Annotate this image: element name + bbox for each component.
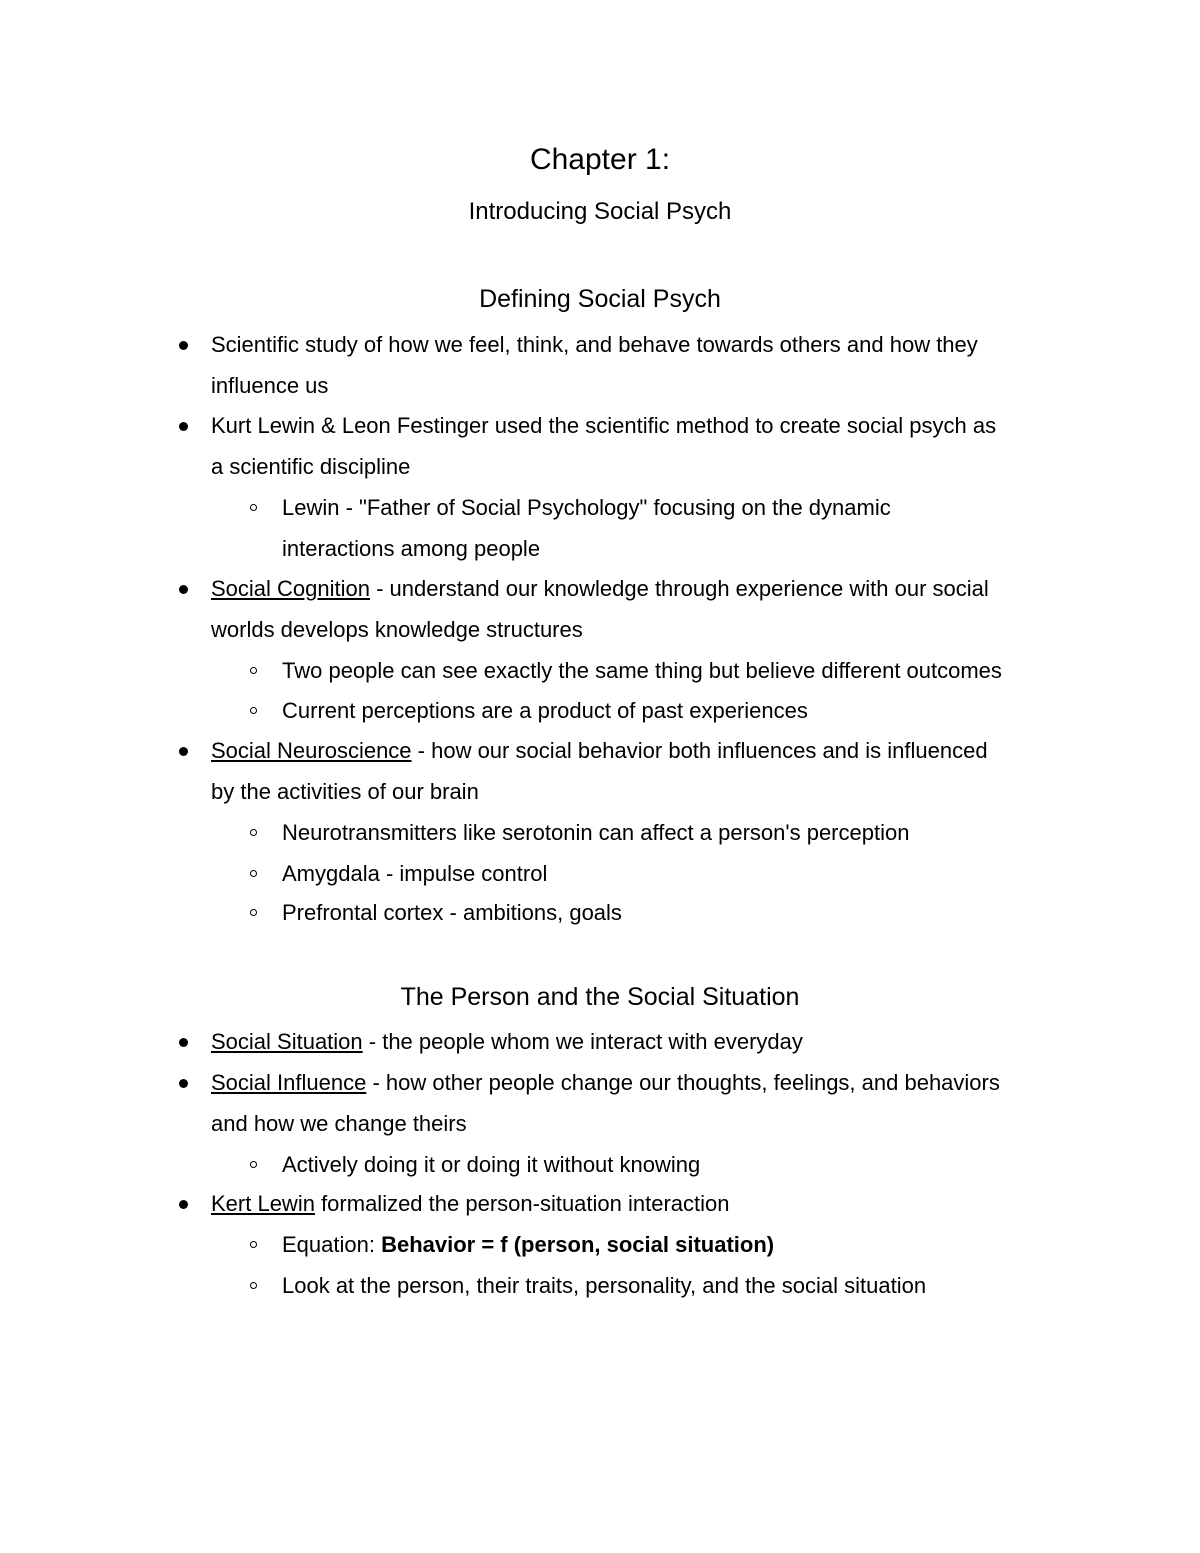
sub-list-item-text: Amygdala - impulse control bbox=[282, 861, 548, 886]
sub-bullet-icon bbox=[250, 1241, 257, 1248]
sub-list-item-text: Lewin - "Father of Social Psychology" focusing on the dynamic bbox=[282, 495, 891, 520]
definition-text: - the people whom we interact with everyday bbox=[362, 1029, 803, 1054]
list-item-text bbox=[211, 1068, 1000, 1098]
list-item-text: worlds develops knowledge structures bbox=[211, 617, 583, 642]
term-kert-lewin: Kert Lewin bbox=[211, 1191, 315, 1216]
chapter-title: Chapter 1: bbox=[529, 143, 671, 176]
section-heading-defining: Defining Social Psych bbox=[479, 285, 721, 313]
equation-label: Equation: bbox=[282, 1232, 382, 1257]
sub-bullet-icon bbox=[250, 667, 257, 674]
chapter-subtitle: Introducing Social Psych bbox=[468, 198, 732, 225]
section-heading-person-situation: The Person and the Social Situation bbox=[400, 983, 800, 1011]
list-item-text: Kurt Lewin & Leon Festinger used the scientific method to create social psych as bbox=[211, 413, 997, 438]
sub-bullet-icon bbox=[250, 504, 257, 511]
term-social-situation: Social Situation bbox=[211, 1029, 363, 1054]
sub-list-item-text: interactions among people bbox=[282, 536, 541, 561]
bullet-icon bbox=[179, 747, 188, 756]
definition-text: - how other people change our thoughts, feelings, and behaviors bbox=[366, 1070, 1000, 1095]
definition-text: - how our social behavior both influences and is influenced bbox=[411, 738, 988, 763]
sub-list-item-text: Prefrontal cortex - ambitions, goals bbox=[282, 900, 622, 925]
sub-list-item-text: Current perceptions are a product of past experiences bbox=[282, 698, 808, 723]
term-social-neuroscience: Social Neuroscience bbox=[211, 738, 412, 763]
sub-bullet-icon bbox=[250, 707, 257, 714]
definition-text: formalized the person-situation interaction bbox=[314, 1191, 730, 1216]
sub-list-item-text: Two people can see exactly the same thing but believe different outcomes bbox=[282, 658, 1002, 683]
sub-list-item-text: Actively doing it or doing it without knowing bbox=[282, 1152, 701, 1177]
term-social-cognition: Social Cognition bbox=[211, 576, 370, 601]
bullet-icon bbox=[179, 1038, 188, 1047]
sub-bullet-icon bbox=[250, 829, 257, 836]
sub-bullet-icon bbox=[250, 909, 257, 916]
sub-list-item-text: Neurotransmitters like serotonin can affect a person's perception bbox=[282, 820, 910, 845]
definition-text: - understand our knowledge through experience with our social bbox=[369, 576, 989, 601]
sub-bullet-icon bbox=[250, 1282, 257, 1289]
bullet-icon bbox=[179, 422, 188, 431]
list-item-text bbox=[211, 736, 988, 766]
list-item-text: a scientific discipline bbox=[211, 454, 411, 479]
list-item-text: Scientific study of how we feel, think, and behave towards others and how they bbox=[211, 332, 978, 357]
list-item-text: and how we change theirs bbox=[211, 1111, 467, 1136]
sub-bullet-icon bbox=[250, 870, 257, 877]
bullet-icon bbox=[179, 585, 188, 594]
sub-bullet-icon bbox=[250, 1161, 257, 1168]
bullet-icon bbox=[179, 1200, 188, 1209]
bullet-icon bbox=[179, 1079, 188, 1088]
term-social-influence: Social Influence bbox=[211, 1070, 367, 1095]
equation-formula: Behavior = f (person, social situation) bbox=[381, 1232, 775, 1257]
list-item-text: influence us bbox=[211, 373, 329, 398]
bullet-icon bbox=[179, 341, 188, 350]
list-item-text bbox=[211, 1027, 803, 1057]
sub-list-item-text: Look at the person, their traits, personality, and the social situation bbox=[282, 1273, 927, 1298]
list-item-text bbox=[211, 1189, 730, 1219]
sub-list-item-text bbox=[282, 1230, 774, 1260]
list-item-text: by the activities of our brain bbox=[211, 779, 479, 804]
list-item-text bbox=[211, 574, 989, 604]
